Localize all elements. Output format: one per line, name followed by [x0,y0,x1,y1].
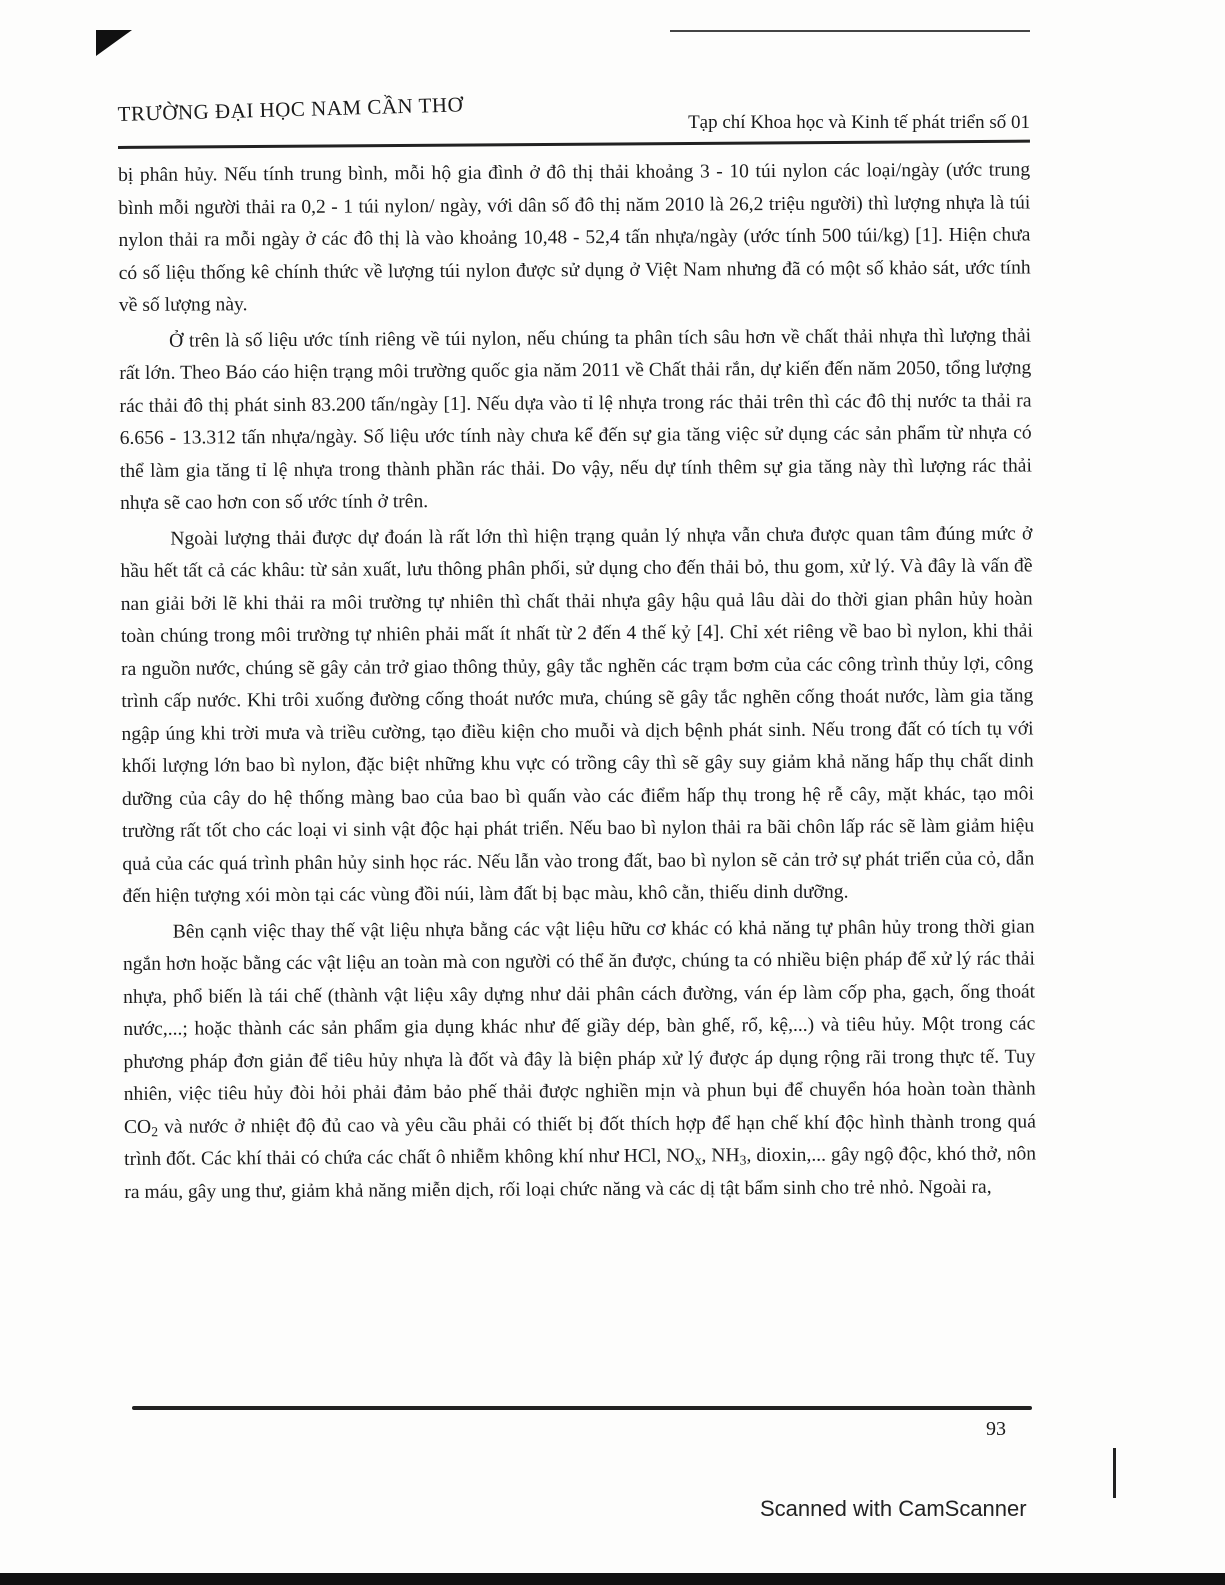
subscript: 3 [739,1152,747,1168]
footer-rule [132,1406,1032,1410]
paragraph-text: và nước ở nhiệt độ đủ cao và yêu cầu phải có thiết bị đốt thích hợp để hạn chế khí độc hình thành trong quá trình đốt. Các khí thải có chứa các chất ô nhiễm không khí như HCl, NO [124,1110,1036,1170]
subscript: 2 [151,1123,159,1139]
page-number: 93 [986,1418,1006,1440]
paragraph: Ngoài lượng thải được dự đoán là rất lớn thì hiện trạng quản lý nhựa vẫn chưa được quan tâm đúng mức ở hầu hết tất cả các khâu: từ sản xuất, lưu thông phân phối, sử dụng cho đến thải bỏ, thu gom, xử lý. Và đây là vấn đề nan giải bởi lẽ khi thải ra môi trường tự nhiên thì chất thải nhựa gây hậu quả lâu dài do thời gian phân hủy hoàn toàn chúng trong môi trường tự nhiên phải mất ít nhất từ 2 đến 4 thế kỷ [4]. Chỉ xét riêng về bao bì nylon, khi thải ra nguồn nước, chúng sẽ gây cản trở giao thông thủy, gây tắc nghẽn các trạm bơm của các công trình thủy lợi, công trình cấp nước. Khi trôi xuống đường cống thoát nước mưa, chúng sẽ gây tắc nghẽn cống thoát nước, làm gia tăng ngập úng khi trời mưa và triều cường, tạo điều kiện cho muỗi và dịch bệnh phát sinh. Nếu trong đất có tích tụ với khối lượng lớn bao bì nylon, đặc biệt những khu vực có trồng cây thì sẽ gây suy giảm khả năng hấp thụ chất dinh dưỡng của cây do hệ thống màng bao của bao bì quấn vào các điểm hấp thụ trong hệ rễ cây, mặt khác, tạo môi trường rất tốt cho các loại vi sinh vật độc hại phát triển. Nếu bao bì nylon thải ra bãi chôn lấp rác sẽ làm giảm hiệu quả của các quá trình phân hủy sinh học rác. Nếu lẫn vào trong đất, bao bì nylon sẽ cản trở sự phát triển của cỏ, dẫn đến hiện tượng xói mòn tại các vùng đồi núi, làm đất bị bạc màu, khô cằn, thiếu dinh dưỡng. [120,522,1035,907]
article-body [118,154,1036,1209]
journal-title: Tạp chí Khoa học và Kinh tế phát triển số 01 [688,112,1030,133]
paragraph: bị phân hủy. Nếu tính trung bình, mỗi hộ gia đình ở đô thị thải khoảng 3 - 10 túi nylon các loại/ngày (ước trung bình mỗi người thải ra 0,2 - 1 túi nylon/ ngày, với dân số đô thị năm 2010 là 26,2 triệu người) thì lượng nhựa là túi nylon thải ra mỗi ngày ở các đô thị là vào khoảng 10,48 - 52,4 tấn nhựa/ngày (ước tính 500 túi/kg) [1]. Hiện chưa có số liệu thống kê chính thức về lượng túi nylon được sử dụng ở Việt Nam nhưng đã có một số khảo sát, ước tính về số lượng này. [118,159,1031,316]
scanner-watermark: Scanned with CamScanner [760,1496,1027,1521]
paragraph-text: , NH [701,1145,740,1167]
subscript: x [694,1152,702,1168]
top-edge-line [670,30,1030,32]
paragraph [123,911,1037,1209]
scan-corner-mark [96,30,132,56]
paragraph-text: , dioxin,... gây ngộ độc, khó thở, nôn ra máu, gây ung thư, giảm khả năng miễn dịch, rối loại chức năng và các dị tật bẩm sinh cho trẻ nhỏ. Ngoài ra, [124,1143,1037,1203]
paragraph: Ở trên là số liệu ước tính riêng về túi nylon, nếu chúng ta phân tích sâu hơn về chất thải nhựa thì lượng thải rất lớn. Theo Báo cáo hiện trạng môi trường quốc gia năm 2011 về Chất thải rắn, dự kiến đến năm 2050, tổng lượng rác thải đô thị phát sinh 83.200 tấn/ngày [1]. Nếu dựa vào tỉ lệ nhựa trong rác thải trên thì các đô thị nước ta thải ra 6.656 - 13.312 tấn nhựa/ngày. Số liệu ước tính này chưa kể đến sự gia tăng việc sử dụng các sản phẩm từ nhựa có thể làm gia tăng tỉ lệ nhựa trong thành phần rác thải. Do vậy, nếu dự tính thêm sự gia tăng này thì lượng rác thải nhựa sẽ cao hơn con số ước tính ở trên. [119,324,1032,514]
scan-bottom-edge [0,1573,1225,1585]
paragraph-text: Bên cạnh việc thay thế vật liệu nhựa bằng các vật liệu hữu cơ khác có khả năng tự phân hủy trong thời gian ngắn hơn hoặc bằng các vật liệu an toàn mà con người có thể ăn được, chúng ta có nhiều biện pháp để xử lý rác thải nhựa, phổ biến là tái chế (thành vật liệu xây dựng như dải phân cách đường, ván ép làm cốp pha, gạch, ống thoát nước,...; hoặc thành các sản phẩm gia dụng khác như đế giầy dép, bàn ghế, rổ, kệ,...) và tiêu hủy. Một trong các phương pháp đơn giản để tiêu hủy nhựa là đốt và đây là biện pháp xử lý được áp dụng rộng rãi trong thực tế. Tuy nhiên, việc tiêu hủy đòi hỏi phải đảm bảo phế thải được nghiền mịn và phun bụi để chuyển hóa hoàn toàn thành CO [122,915,1036,1138]
university-name: TRƯỜNG ĐẠI HỌC NAM CẦN THƠ [117,92,464,127]
scan-edge-mark [1113,1448,1116,1498]
